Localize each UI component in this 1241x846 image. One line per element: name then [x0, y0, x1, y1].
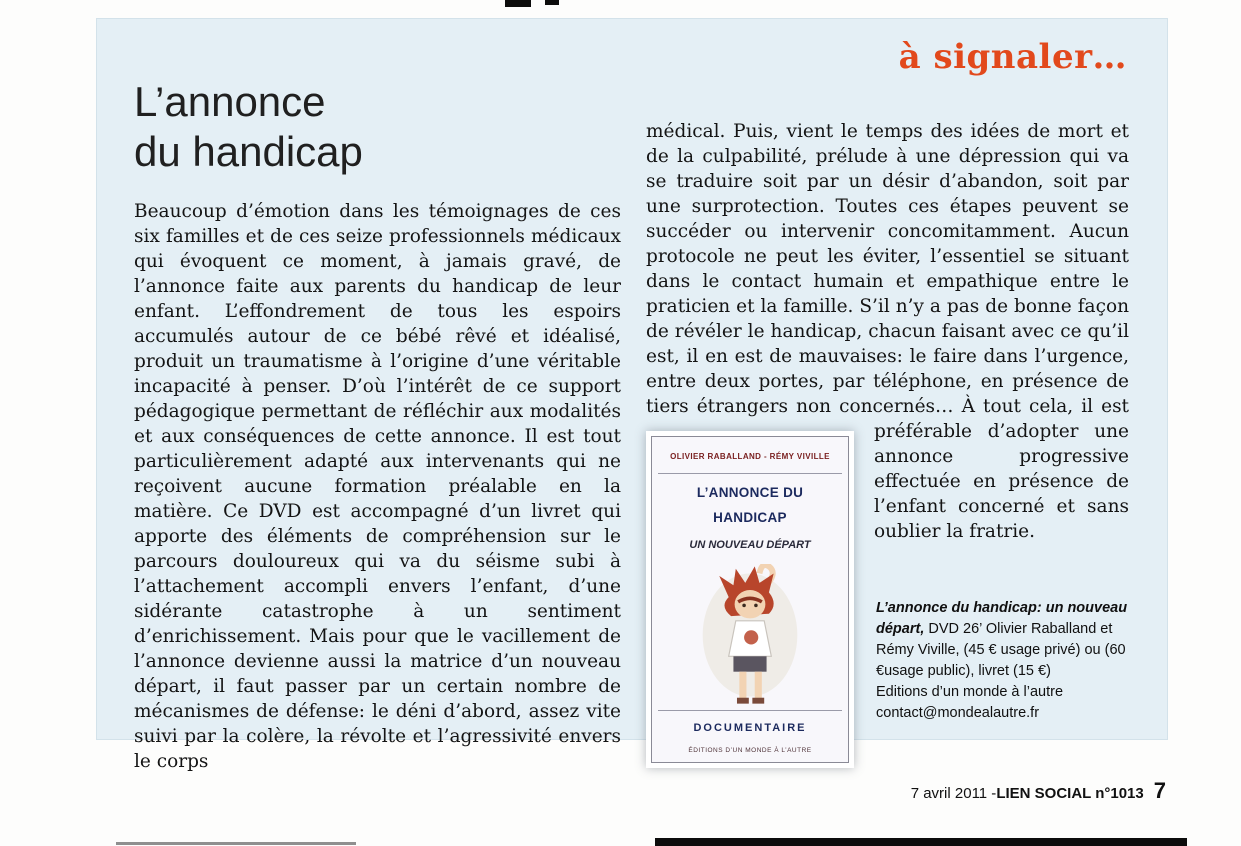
cover-publisher-logo: ÉDITIONS D’UN MONDE À L’AUTRE: [688, 747, 812, 754]
article-text-right-2: cela, il est préférable d’adopter une annonce progressive effectuée en présence de l’enfant concerné et sans oublier la fratrie.: [874, 396, 1129, 542]
article-title: [134, 77, 614, 177]
article-title-line2: du handicap: [134, 128, 363, 175]
caption-details: DVD 26’ Olivier Raballand et Rémy Viville, (45 € usage privé) ou (60 €usage public), livret (15 €): [876, 621, 1126, 679]
scan-artifact: [505, 0, 531, 7]
cover-subtitle: UN NOUVEAU DÉPART: [689, 539, 811, 551]
article-title-line1: L’annonce: [134, 78, 326, 125]
cover-genre: DOCUMENTAIRE: [658, 710, 842, 741]
article-text-right-1: médical. Puis, vient le temps des idées de mort et de la culpabilité, prélude à une dépression qui va se traduire soit par un désir d’abandon, soit par une surprotection. Toutes ces étapes peuvent se succéder ou intervenir concomitamment. Aucun protocole ne peut les éviter, l’essentiel se situant dans le contact humain et empathique entre le praticien et la famille. S’il n’y a pas de bonne façon de révéler le handicap, chacun faisant avec ce qu’il est, il en est de mauvaises: le faire dans l’urgence, entre deux portes, par téléphone, en présence de tiers étrangers non concernés… À tout: [646, 121, 1129, 417]
footer-page-number: 7: [1153, 778, 1166, 803]
dvd-caption: [876, 598, 1129, 724]
scan-artifact: [545, 0, 559, 5]
footer-journal: LIEN SOCIAL n°1013: [996, 785, 1144, 802]
footer-date: 7 avril 2011 -: [910, 785, 997, 802]
dvd-cover-face: [651, 436, 849, 763]
page-footer: [911, 778, 1166, 804]
scan-artifact: [655, 838, 1187, 846]
caption-publisher: Editions d’un monde à l’autre: [876, 684, 1064, 700]
section-label: à signaler…: [898, 37, 1127, 77]
left-column: [134, 199, 621, 774]
dvd-cover: [646, 431, 854, 768]
caption-title: L’annonce du handicap: un nouveau départ,: [876, 600, 1128, 637]
scan-artifact: [116, 842, 356, 845]
article-text-left: Beaucoup d’émotion dans les témoignages de ces six familles et de ces seize professionnels médicaux qui évoquent ce moment, à jamais gravé, de l’annonce faite aux parents du handicap de leur enfant. L’effondrement de tous les espoirs accumulés autour de ce bébé rêvé et idéalisé, produit un traumatisme à l’origine d’une véritable incapacité à penser. D’où l’intérêt de ce support pédagogique permettant de réfléchir aux modalités et aux conséquences de cette annonce. Il est tout particulièrement adapté aux intervenants qui ne reçoivent aucune formation préalable en la matière. Ce DVD est accompagné d’un livret qui apporte des éléments de compréhension sur le parcours douloureux qui va du séisme subi à l’attachement accompli envers l’enfant, d’une sidérante catastrophe à un sentiment d’enrichissement. Mais pour que le vacillement de l’annonce devienne aussi la matrice d’un nouveau départ, il faut passer par un certain nombre de mécanismes de défense: le déni d’abord, assez vite suivi par la colère, la révolte et l’agressivité envers le corps: [134, 201, 621, 772]
caption-contact: contact@mondealautre.fr: [876, 705, 1040, 721]
girl-illustration: [690, 564, 810, 706]
cover-authors: OLIVIER RABALLAND - RÉMY VIVILLE: [658, 444, 842, 474]
right-column: [646, 119, 1129, 778]
content-card: [96, 18, 1168, 772]
cover-title: L’ANNONCE DU HANDICAP: [696, 485, 804, 525]
